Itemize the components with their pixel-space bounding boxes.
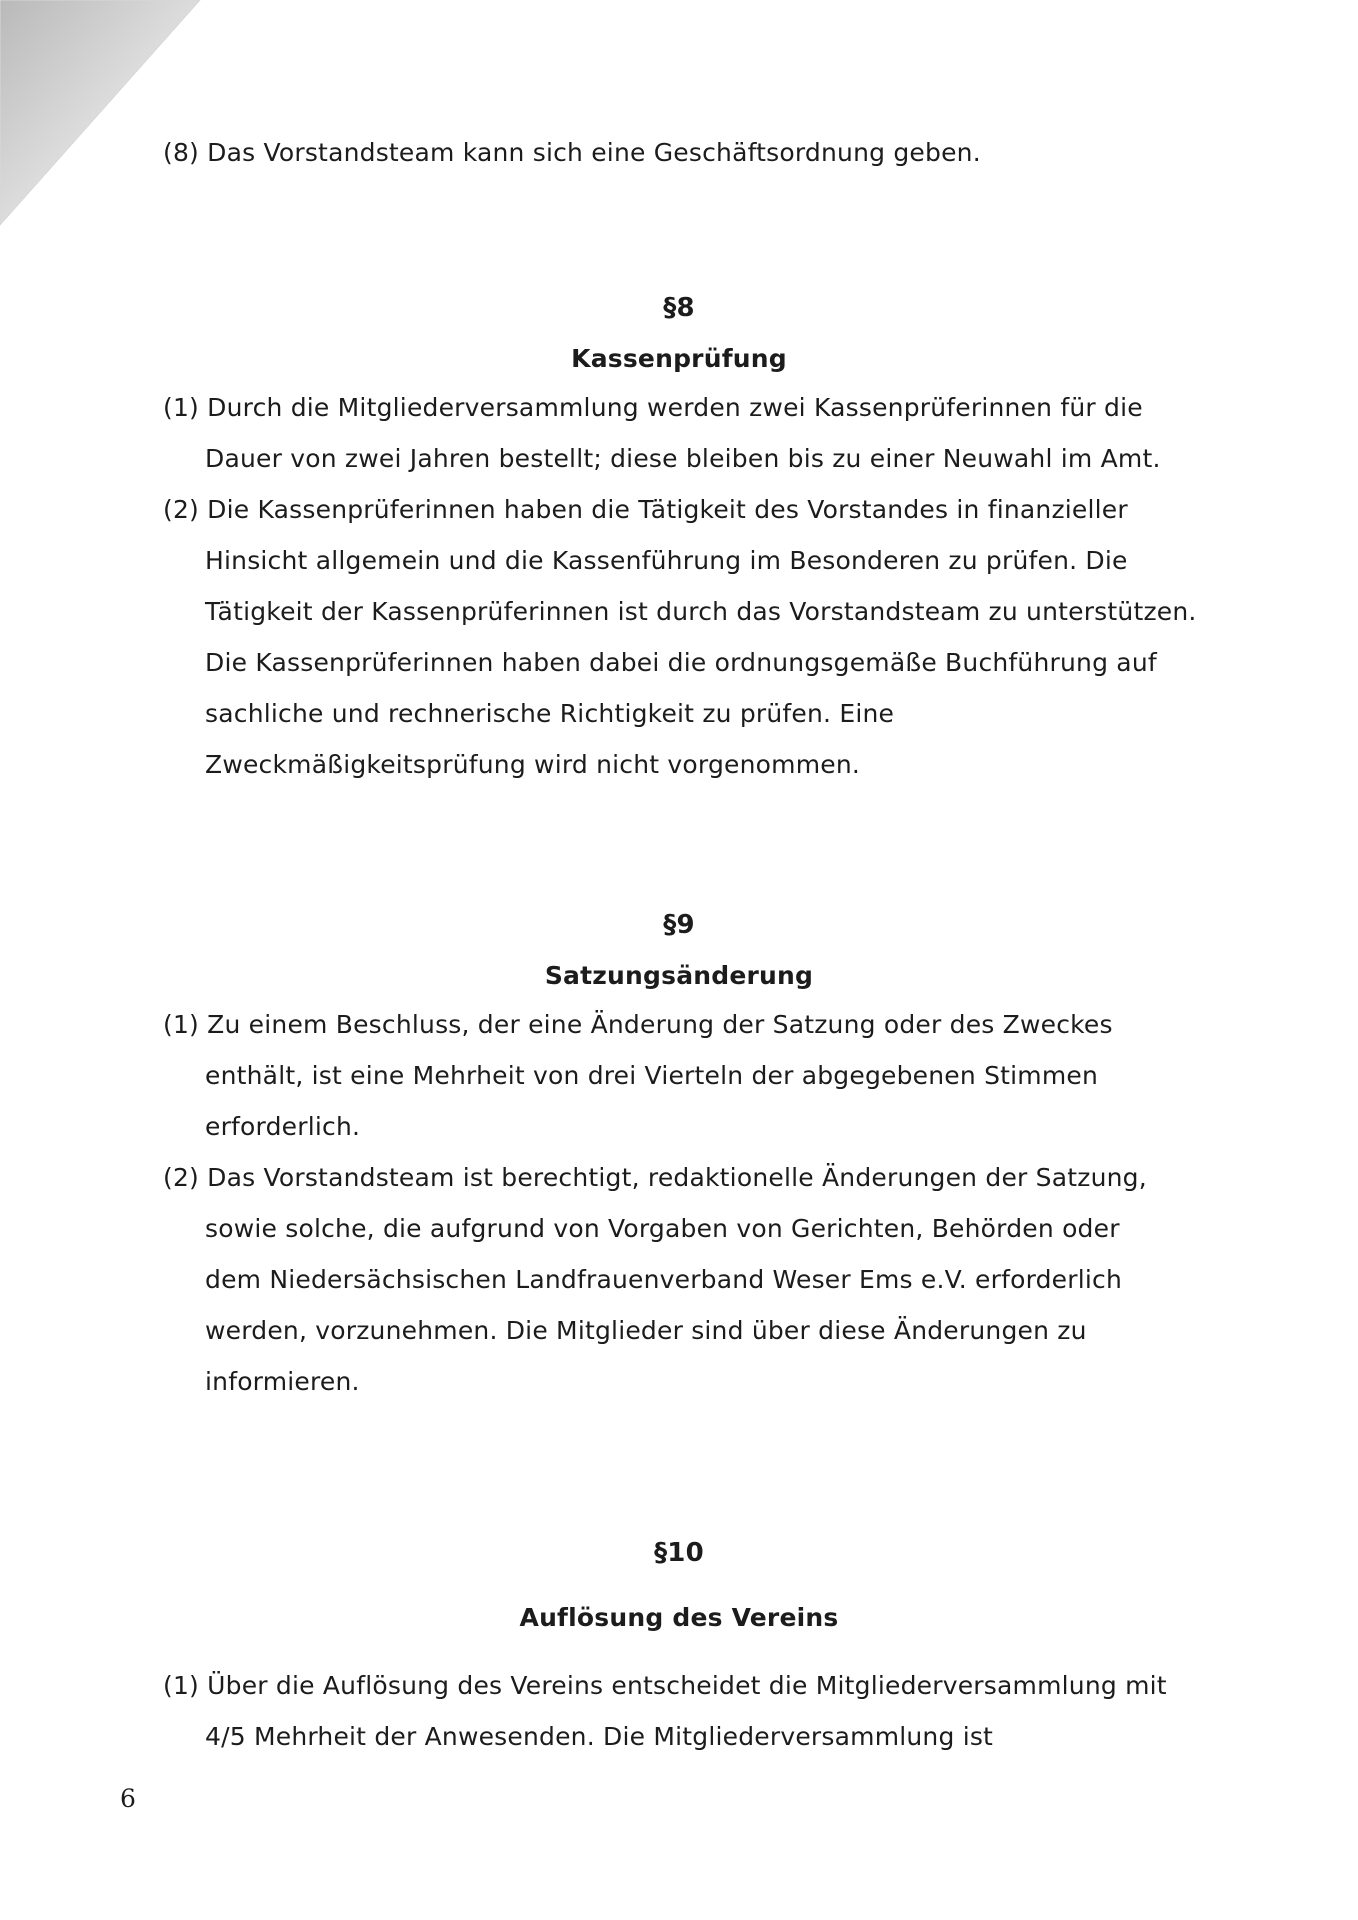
section-8-para-1-line-1: (1) Durch die Mitgliederversammlung werden zwei Kassenprüferinnen für die xyxy=(163,393,1143,422)
section-9-para-2-line-5: informieren. xyxy=(205,1367,360,1396)
section-9-para-1-line-1: (1) Zu einem Beschluss, der eine Änderung der Satzung oder des Zweckes xyxy=(163,1010,1113,1039)
page-corner-fold xyxy=(0,0,210,230)
section-10-para-1-line-1: (1) Über die Auflösung des Vereins entscheidet die Mitgliederversammlung mit xyxy=(163,1671,1167,1700)
section-9-para-1-line-2: enthält, ist eine Mehrheit von drei Vierteln der abgegebenen Stimmen xyxy=(205,1061,1099,1090)
section-8-para-2-line-5: sachliche und rechnerische Richtigkeit zu prüfen. Eine xyxy=(205,699,895,728)
page-number: 6 xyxy=(120,1784,136,1813)
section-9-para-2-line-3: dem Niedersächsischen Landfrauenverband Weser Ems e.V. erforderlich xyxy=(205,1265,1123,1294)
section-9-para-2-line-1: (2) Das Vorstandsteam ist berechtigt, redaktionelle Änderungen der Satzung, xyxy=(163,1163,1147,1192)
section-10-number: §10 xyxy=(654,1538,704,1568)
paragraph-8: (8) Das Vorstandsteam kann sich eine Geschäftsordnung geben. xyxy=(163,138,981,167)
section-8-para-2-line-2: Hinsicht allgemein und die Kassenführung im Besonderen zu prüfen. Die xyxy=(205,546,1128,575)
section-9-title: Satzungsänderung xyxy=(544,961,814,990)
section-8-para-2-line-3: Tätigkeit der Kassenprüferinnen ist durch das Vorstandsteam zu unterstützen. xyxy=(205,597,1197,626)
section-9-para-2-line-4: werden, vorzunehmen. Die Mitglieder sind über diese Änderungen zu xyxy=(205,1316,1087,1345)
section-10-title: Auflösung des Vereins xyxy=(519,1603,839,1632)
section-8-para-2-line-4: Die Kassenprüferinnen haben dabei die ordnungsgemäße Buchführung auf xyxy=(205,648,1157,677)
section-10-para-1-line-2: 4/5 Mehrheit der Anwesenden. Die Mitgliederversammlung ist xyxy=(205,1722,994,1751)
section-8-para-1-line-2: Dauer von zwei Jahren bestellt; diese bleiben bis zu einer Neuwahl im Amt. xyxy=(205,444,1161,473)
section-8-number: §8 xyxy=(663,293,695,323)
section-9-para-2-line-2: sowie solche, die aufgrund von Vorgaben von Gerichten, Behörden oder xyxy=(205,1214,1120,1243)
section-8-para-2-line-1: (2) Die Kassenprüferinnen haben die Tätigkeit des Vorstandes in finanzieller xyxy=(163,495,1128,524)
section-9-para-1-line-3: erforderlich. xyxy=(205,1112,361,1141)
section-8-para-2-line-6: Zweckmäßigkeitsprüfung wird nicht vorgenommen. xyxy=(205,750,861,779)
section-9-number: §9 xyxy=(663,910,695,940)
section-8-title: Kassenprüfung xyxy=(571,344,787,373)
